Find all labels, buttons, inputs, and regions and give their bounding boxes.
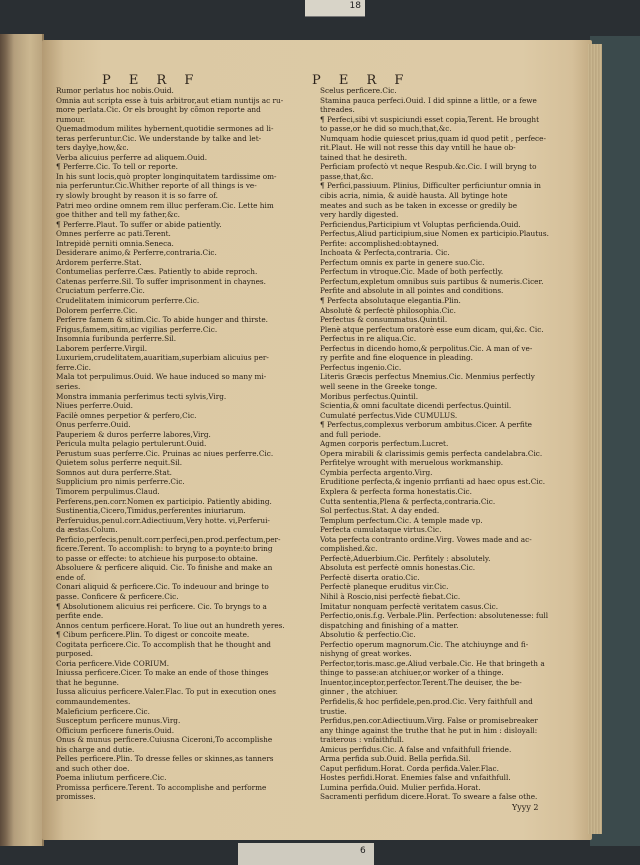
text-line: Perfectio,onis.f.g. Verbale.Plin. Perfection: absolutenesse: full [320,611,549,621]
text-line: Perfectus,Aliud participium,siue Nomen ex participio.Plautus. [320,229,549,239]
text-line: Pelles perficere.Plin. To dresse felles or skinnes,as tanners [56,754,274,764]
text-line: to passe or effecte: to atchieue his purpose:to obtaine. [56,553,258,563]
text-line: Sacramenti perfidum dicere.Horat. To sweare a false othe. [320,792,538,802]
text-line: threades. [320,105,355,115]
text-line: more perlata.Cic. Or els brought by cõmon reporte and [56,105,261,115]
text-line: Cruciatum perferre.Cic. [56,286,145,296]
text-line: Cumulaté perfectus.Vide CUMULUS. [320,410,458,420]
text-line: Pericula multa pelagio pertulerunt.Ouid. [56,439,207,449]
text-line: Perfectus in re aliqua.Cic. [320,334,417,344]
text-line: complished.&c. [320,544,378,554]
text-line: Perferens,pen.corr.Nomen ex participio. Patiently abiding. [56,496,272,506]
text-line: Intrepidè perniti omnia.Seneca. [56,238,174,248]
text-line: Annos centum perficere.Horat. To liue out an hundreth yeres. [56,620,285,630]
text-line: his charge and dutie. [56,744,135,754]
text-line: Niues perferre.Ouid. [56,401,133,411]
text-line: Sol perfectus.Stat. A day ended. [320,506,440,516]
text-line: Perfectè,Aduerbium.Cic. Perfitely : absolutely. [320,553,491,563]
text-line: Perfitelye wrought with meruelous workmanship. [320,458,504,468]
text-line: Absoluta est perfectè omnis honestas.Cic. [320,563,476,573]
text-line: dispatching and finishing of a matter. [320,620,459,630]
text-line: Templum perfectum.Cic. A temple made vp. [320,515,483,525]
text-line: Moribus perfectus.Quintil. [320,391,419,401]
text-line: ginner , the atchiuer. [320,687,398,697]
text-line: purposed. [56,649,93,659]
text-line: Monstra immania perferimus tecti sylvis,Virg. [56,391,227,401]
text-line: Desiderare animo,& Perferre,contraria.Cic. [56,248,217,258]
text-line: Caput perfidum.Horat. Corda perfida.Valer.Flac. [320,763,499,773]
text-line: promisses. [56,792,96,802]
text-line: Sustinentia,Cicero,Timidus,perferentes iniuriarum. [56,506,246,516]
text-line: Poema inliutum perficere.Cic. [56,773,167,783]
text-line: Perfectè planeque eruditus vir.Cic. [320,582,449,592]
text-line: Perferre famem & sitim.Cic. To abide hunger and thirste. [56,315,268,325]
left-column [56,86,304,802]
signature-mark: Yyyy 2 [512,803,539,812]
text-line: Insomnia furibunda perferre.Sil. [56,334,177,344]
text-line: Perficiendus,Participium vt Voluptas perficienda.Ouid. [320,219,521,229]
text-line: Stamina pauca perfeci.Ouid. I did spinne a little, or a fewe [320,95,537,105]
text-line: Contumelias perferre.Cæs. Patiently to abide reproch. [56,267,258,277]
text-line: Imitatur nonquam perfectè veritatem casus.Cic. [320,601,499,611]
text-line: ¶ Perfectus,complexus verborum ambitus.Cicer. A perfite [320,420,532,430]
page-fore-edge [588,44,602,834]
text-line: Omnes perferre ac pati.Terent. [56,229,171,239]
text-line: thinge to passe:an atchiuer,or worker of a thinge. [320,668,504,678]
text-line: Omnia aut scripta esse à tuis arbitror,aut etiam nuntijs ac ru- [56,95,284,105]
text-line: Perfecta cumulataque virtus.Cic. [320,525,442,535]
text-line: Opera mirabili & clarissimis gemis perfecta candelabra.Cic. [320,448,543,458]
text-line: Nihil à Roscio,nisi perfectè fiebat.Cic. [320,591,461,601]
text-line: Officium perficere funeris.Ouid. [56,725,175,735]
text-line: ¶ Perfeci,sibi vt suspiciundi esset copia,Terent. He brought [320,114,540,124]
text-line: Perfidelis,& hoc perfidele,pen.prod.Cic. Very faithfull and [320,697,533,706]
text-line: Lumina perfida.Ouid. Mulier perfida.Horat. [320,782,481,792]
text-line: Onus & munus perficere.Cuiusna Ciceroni,To accomplishe [56,735,273,745]
text-line: Inchoata & Perfecta,contraria. Cic. [320,248,450,258]
text-line: series. [56,381,81,391]
text-line: Perfidus,pen.cor.Adiectiuum.Virg. False or promisebreaker [320,716,538,726]
text-line: tained that he desireth. [320,152,408,162]
text-line: Iussa alicuius perficere.Valer.Flac. To put in execution ones [56,687,276,697]
text-line: Perficiam profectò vt neque Respub.&c.Cic. I will bryng to [320,162,537,172]
text-line: ry slowly brought by reason it is so farre of. [56,191,218,201]
text-line: ¶ Absolutionem alicuius rei perficere. Cic. To bryngs to a [56,601,267,611]
text-line: Facilè omnes perpetior & perfero,Cic. [56,410,197,420]
text-line: any thinge against the truthe that he put in him : disloyall: [320,725,538,735]
text-line: Perfectio operum magnorum.Cic. The atchiuynge and fi- [320,639,529,649]
text-line: Rumor perlatus hoc nobis.Ouid. [56,86,174,95]
text-line: Crudelitatem inimicorum perferre.Cic. [56,296,200,306]
text-line: meates and such as be taken in excesse or gredily be [320,200,518,210]
text-line: ¶ Perfecta absolutaque elegantia.Plin. [320,296,461,306]
text-line: Pauperiem & duros perferre labores,Virg. [56,429,211,439]
text-line: Maleficium perficere.Cic. [56,706,150,716]
text-line: traiterous : vnfaithfull. [320,735,405,745]
text-line: Hostes perfidi.Horat. Enemies false and vnfaithfull. [320,773,511,783]
text-line: Perfectè diserta oratio.Cic. [320,572,420,582]
text-line: da æstas.Colum. [56,525,118,535]
text-line: Amicus perfidus.Cic. A false and vnfaithfull friende. [320,744,512,754]
text-line: Perfite: accomplished:obtayned. [320,238,439,248]
text-line: In his sunt locis,quò propter longinquitatem tardissime om- [56,171,277,181]
text-line: ¶ Cibum perficere.Plin. To digest or concoite meate. [56,630,250,640]
text-line: Scelus perficere.Cic. [320,86,397,95]
text-line: passe. Conficere & perficere.Cic. [56,591,179,601]
text-line: Quemadmodum milites hybernent,quotidie sermones ad li- [56,124,274,134]
text-line: trustie. [320,706,347,716]
text-line: Arma perfida sub.Ouid. Bella perfida.Sil. [320,754,471,764]
text-line: Agmen corporis perfectum.Lucret. [320,439,449,449]
text-line: Promissa perficere.Terent. To accomplishe and performe [56,782,267,792]
text-line: Absoluere & perficere aliquid. Cic. To finishe and make an [56,563,273,573]
right-column [320,86,566,802]
header-right: P E R F [312,73,411,88]
text-line: Verba alicuius perferre ad aliquem.Ouid. [56,152,208,162]
text-line: Timorem perpulimus.Claud. [56,486,160,496]
text-line: goe thither and tell my father,&c. [56,210,180,220]
text-line: ters daylye,how,&c. [56,143,129,153]
text-line: perfite ende. [56,611,104,621]
ruler-bottom-number: 6 [360,846,366,856]
text-line: ¶ Perferre.Plaut. To suffer or abide patiently. [56,219,222,229]
text-line: Perficio,perfecis,penult.corr.perfeci,pen.prod.perfectum,per- [56,534,281,544]
text-line: cibis acria, nimia, & auidè hausta. All bytinge hote [320,191,508,201]
text-line: ¶ Perfici,passiuum. Plinius, Difficulter perficiuntur omnia in [320,181,541,191]
text-line: Perfectum omnis ex parte in genere suo.Cic. [320,257,485,267]
text-line: that he begunne. [56,677,119,687]
left-page-edge [0,34,44,846]
text-line: Perustum suas perferre.Cic. Pruinas ac niues perferre.Cic. [56,448,274,458]
text-line: Vota perfecta contranto ordine.Virg. Vowes made and ac- [320,534,532,544]
text-line: Luxuriem,crudelitatem,auaritiam,superbiam alicuius per- [56,353,269,363]
text-line: ende of. [56,572,86,582]
text-line: rit.Plaut. He will not resse this day vntill he haue ob- [320,143,516,153]
text-line: to passe,or he did so much,that,&c. [320,124,452,134]
book-page [42,40,592,840]
ruler-bottom [238,843,374,865]
text-line: Frigus,famem,sitim,ac vigilias perferre.Cic. [56,324,218,334]
text-line: very hardly digested. [320,210,399,220]
text-line: passe,that,&c. [320,171,374,181]
text-line: commaundementes. [56,697,131,706]
text-line: Supplicium pro nimis perferre.Cic. [56,477,185,487]
text-line: Conari aliquid & perficere.Cic. To indeuour and bringe to [56,582,269,592]
text-line: Quietem solus perferre nequit.Sil. [56,458,183,468]
text-line: Perfectum in vtroque.Cic. Made of both perfectly. [320,267,504,277]
text-line: Coria perficere.Vide CORIUM. [56,658,170,668]
text-line: Cutta sententia,Plena & perfecta,contraria.Cic. [320,496,496,506]
text-line: Cogitata perficere.Cic. To accomplish that he thought and [56,639,271,649]
text-line: nia perferuntur.Cic.Whither reporte of all things is ve- [56,181,257,191]
text-line: Eruditione perfecta,& ingenio prrfianti ad haec opus est.Cic. [320,477,546,487]
text-line: ¶ Perferre.Cic. To tell or reporte. [56,162,179,172]
text-line: Catenas perferre.Sil. To suffer imprisonment in chaynes. [56,276,266,286]
text-line: and full periode. [320,429,381,439]
text-line: ferre.Cic. [56,362,91,372]
text-line: Ardorem perferre.Stat. [56,257,142,267]
ruler-top-number: 18 [349,1,361,11]
text-line: Onus perferre.Ouid. [56,420,131,430]
text-line: Literis Græcis perfectus Mnemius.Cic. Menmius perfectly [320,372,535,382]
text-line: rumour. [56,114,86,124]
text-line: well seene in the Greeke tonge. [320,381,438,391]
text-line: Inuentor,inceptor,perfector.Terent.The deuiser, the be- [320,677,522,687]
text-line: Plenè atque perfectum oratorè esse eum dicam, qui,&c. Cic. [320,324,544,334]
text-line: Perfectus in dicendo homo,& perpolitus.Cic. A man of ve- [320,343,533,353]
text-line: and such other doe. [56,763,130,773]
ruler-top [305,0,365,17]
text-line: Absolutio & perfectio.Cic. [320,630,416,640]
text-line: Perfectus ingenio.Cic. [320,362,402,372]
text-line: Mala tot perpulimus.Ouid. We haue induced so many mi- [56,372,267,382]
text-line: nishyng of great workes. [320,649,412,659]
text-line: Susceptum perficere munus.Virg. [56,716,181,726]
text-line: ry perfite and fine eloquence in pleading. [320,353,473,363]
text-line: Perfite and absolute in all pointes and conditions. [320,286,504,296]
text-line: Dolorem perferre.Cic. [56,305,138,315]
text-line: Cymbia perfecta argento.Virg. [320,467,433,477]
header-left: P E R F [102,73,201,88]
text-line: teras perferuntur.Cic. We understande by talke and let- [56,133,262,143]
text-line: Absolutè & perfectè philosophia.Cic. [320,305,456,315]
text-line: Perferuidus,penul.corr.Adiectiuum,Very hotte. vi,Perferui- [56,515,270,525]
text-line: Iniussa perficere.Cicer. To make an ende of those thinges [56,668,269,678]
text-line: Scientia,& omni facultate dicendi perfectus.Quintil. [320,401,512,411]
text-line: Perfectus & consummatus.Quintil. [320,315,448,325]
text-line: Numquam hodie quiescet prius,quam id quod petit , perfece- [320,133,546,143]
text-line: Patri meo ordine omnem rem illuc perferam.Cic. Lette him [56,200,274,210]
text-line: Somnos aut dura perferre.Stat. [56,467,172,477]
text-line: Perfector,toris.masc.ge.Aliud verbale.Cic. He that bringeth a [320,658,545,668]
text-line: ficere.Terent. To accomplish: to bryng to a poynte:to bring [56,544,273,554]
text-line: Laborem perferre.Virgil. [56,343,148,353]
text-line: Perfectum,expletum omnibus suis partibus & numeris.Cicer. [320,276,544,286]
text-line: Explera & perfecta forma honestatis.Cic. [320,486,472,496]
